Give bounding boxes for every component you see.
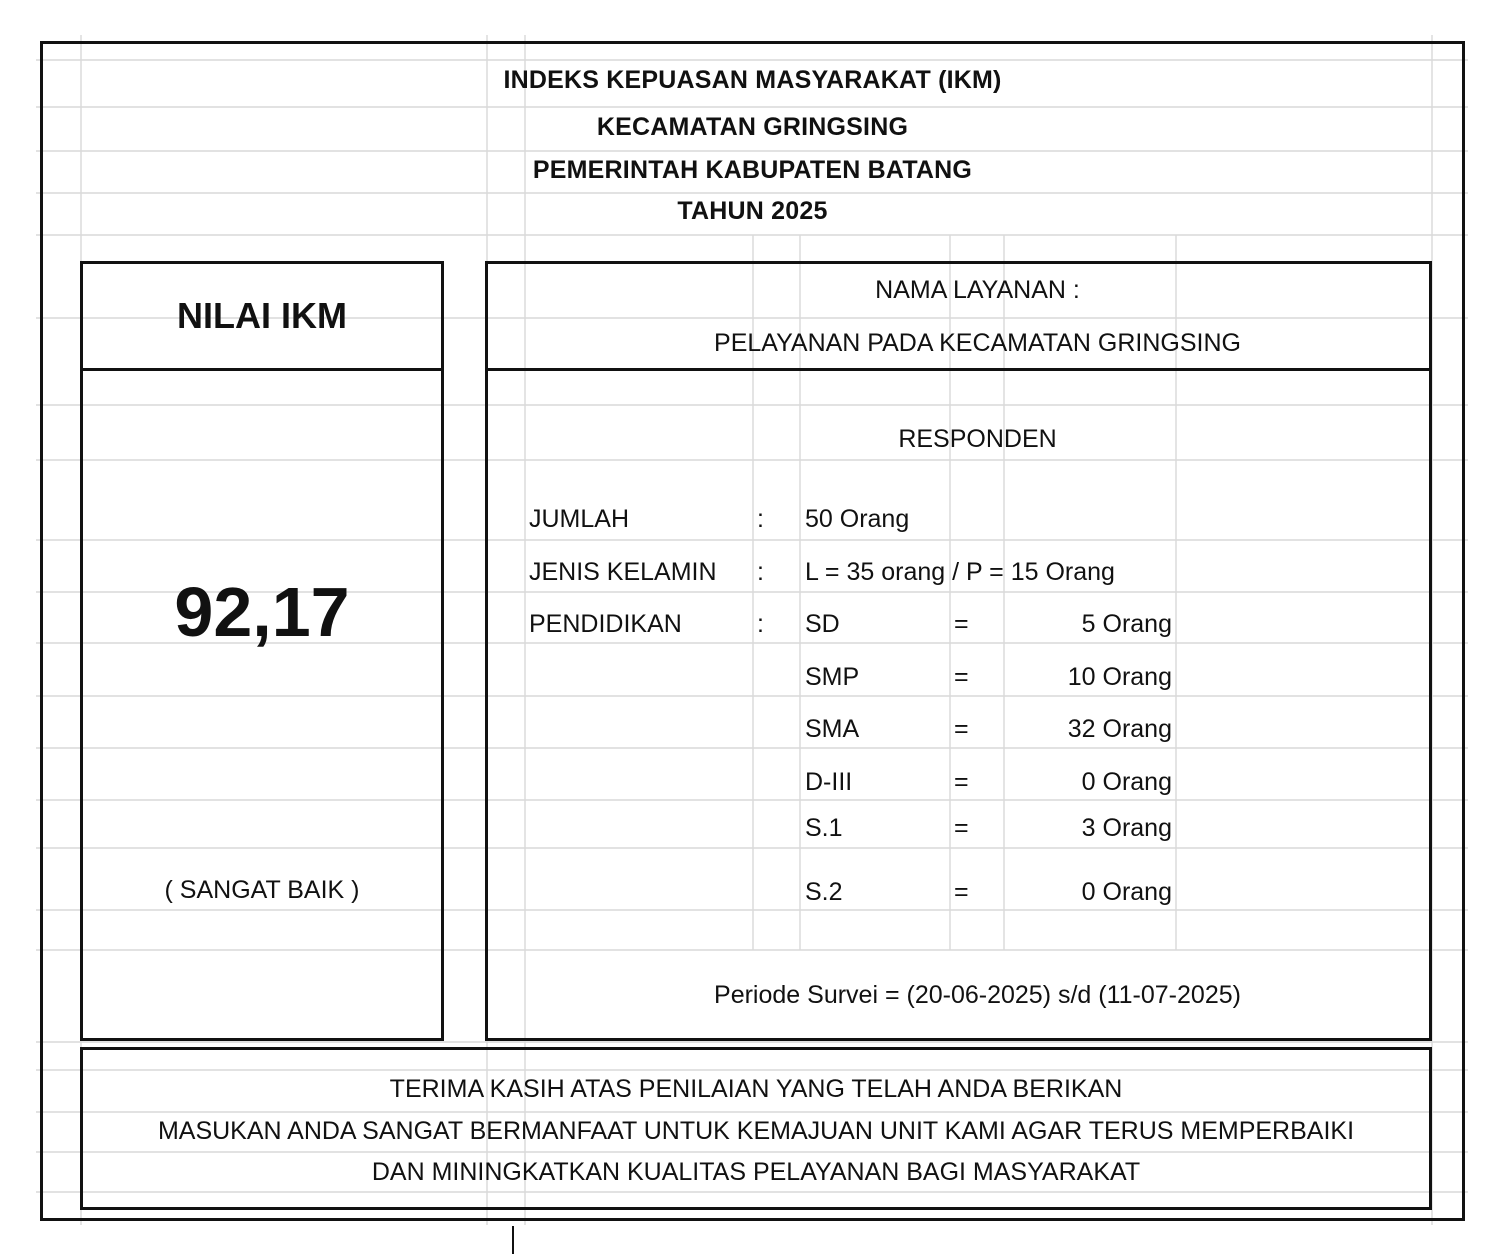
footer-line-2: MASUKAN ANDA SANGAT BERMANFAAT UNTUK KEMAJUAN UNIT KAMI AGAR TERUS MEMPERBAIKI: [157, 1117, 1355, 1145]
ikm-value-box: [80, 368, 444, 1041]
ikm-category: ( SANGAT BAIK ): [164, 876, 360, 904]
education-level: S.1: [805, 814, 843, 842]
footer-line-3: DAN MININGKATKAN KUALITAS PELAYANAN BAGI MASYARAKAT: [371, 1158, 1141, 1186]
service-label: NAMA LAYANAN :: [875, 276, 1080, 304]
ikm-label: NILAI IKM: [177, 295, 347, 336]
footer-line-1: TERIMA KASIH ATAS PENILAIAN YANG TELAH ANDA BERIKAN: [389, 1075, 1123, 1103]
education-level: S.2: [805, 878, 843, 906]
education-count: 3 Orang: [1081, 814, 1172, 842]
education-level: SMA: [805, 715, 860, 743]
education-count: 10 Orang: [1067, 663, 1172, 691]
header-title-line-1: INDEKS KEPUASAN MASYARAKAT (IKM): [503, 66, 1002, 94]
education-count: 32 Orang: [1067, 715, 1172, 743]
service-name: PELAYANAN PADA KECAMATAN GRINGSING: [714, 329, 1241, 357]
education-equals: =: [954, 610, 969, 638]
education-count: 0 Orang: [1081, 878, 1172, 906]
education-level: SD: [805, 610, 840, 638]
respondent-box: [485, 368, 1432, 1041]
respondent-row-label: JENIS KELAMIN: [529, 558, 717, 586]
education-equals: =: [954, 814, 969, 842]
education-level: SMP: [805, 663, 860, 691]
respondent-row-colon: :: [757, 558, 764, 586]
header-title-line-3: PEMERINTAH KABUPATEN BATANG: [532, 156, 973, 184]
survey-period: Periode Survei = (20-06-2025) s/d (11-07-2025): [714, 981, 1241, 1009]
education-count: 0 Orang: [1081, 768, 1172, 796]
respondent-row-label: PENDIDIKAN: [529, 610, 682, 638]
education-equals: =: [954, 663, 969, 691]
header-title-line-2: KECAMATAN GRINGSING: [596, 113, 909, 141]
education-equals: =: [954, 878, 969, 906]
respondent-row-label: JUMLAH: [529, 505, 630, 533]
ikm-value: 92,17: [174, 573, 350, 651]
education-count: 5 Orang: [1081, 610, 1172, 638]
education-equals: =: [954, 715, 969, 743]
respondent-row-colon: :: [757, 505, 764, 533]
respondent-title: RESPONDEN: [898, 425, 1057, 453]
education-level: D-III: [805, 768, 853, 796]
respondent-row-colon: :: [757, 610, 764, 638]
respondent-row-value: L = 35 orang / P = 15 Orang: [805, 558, 1115, 586]
text-cursor: [512, 1226, 514, 1254]
education-equals: =: [954, 768, 969, 796]
respondent-row-value: 50 Orang: [805, 505, 910, 533]
header-title-line-4: TAHUN 2025: [677, 197, 828, 225]
